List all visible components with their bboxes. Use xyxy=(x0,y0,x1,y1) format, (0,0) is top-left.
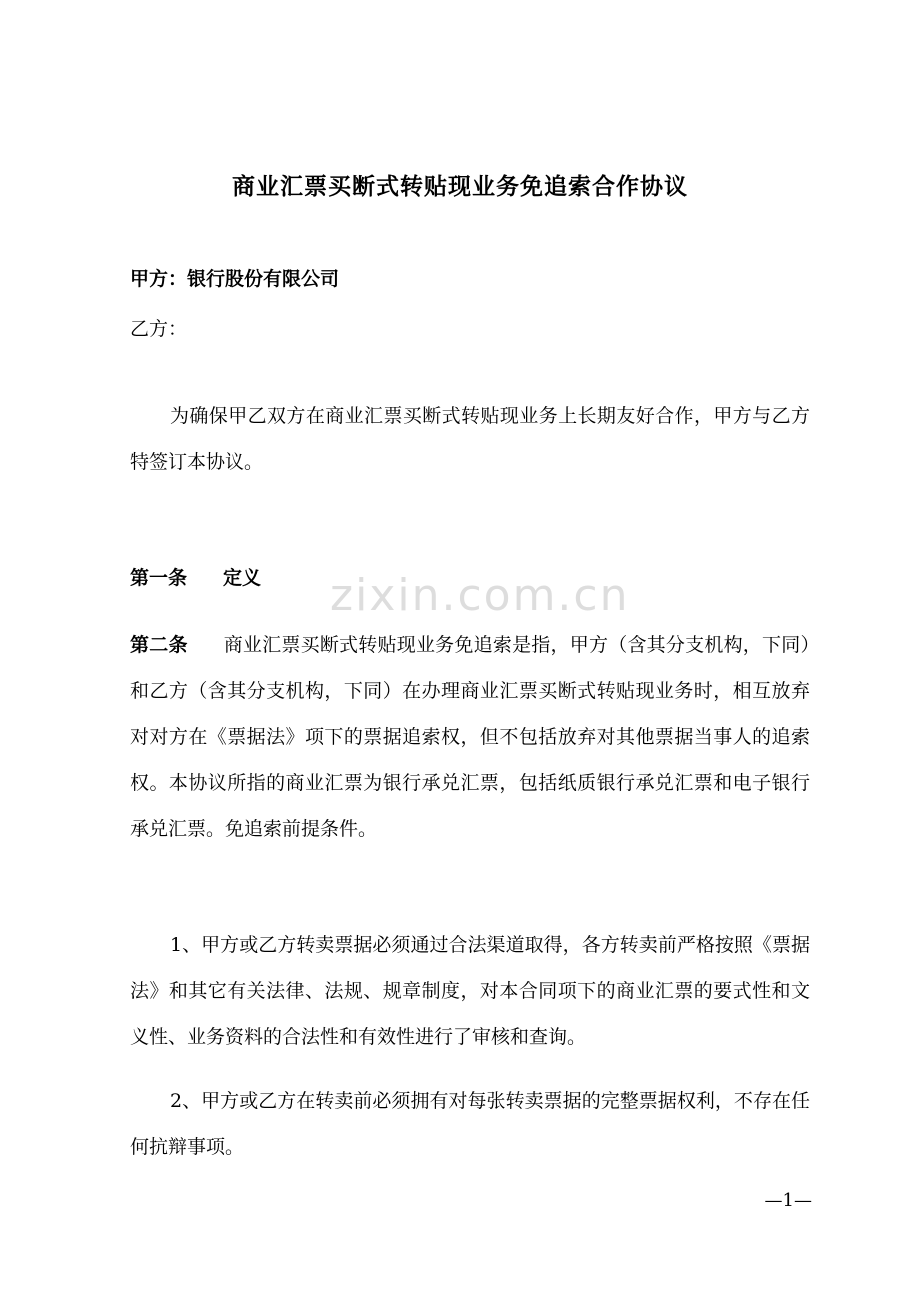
party-b: 乙方： xyxy=(130,318,188,340)
watermark: zixin.com.cn xyxy=(330,570,630,621)
document-title: 商业汇票买断式转贴现业务免追索合作协议 xyxy=(232,174,688,200)
article-2-paragraph xyxy=(130,622,810,852)
article-2-text: 商业汇票买断式转贴现业务免追索是指，甲方（含其分支机构，下同）和乙方（含其分支机构，下同）在办理商业汇票买断式转贴现业务时，相互放弃对对方在《票据法》项下的票据追索权，但不包括放弃对其他票据当事人的追索权。本协议所指的商业汇票为银行承兑汇票，包括纸质银行承兑汇票和电子银行承兑汇票。免追索前提条件。 xyxy=(130,634,810,840)
article-1-title: 定义 xyxy=(223,567,262,589)
article-2-label: 第二条 xyxy=(130,634,188,656)
article-1-label: 第一条 xyxy=(130,567,188,589)
item-2-paragraph: 2、甲方或乙方在转卖前必须拥有对每张转卖票据的完整票据权利，不存在任何抗辩事项。 xyxy=(130,1090,810,1158)
page-number: —1— xyxy=(764,1190,812,1211)
intro-paragraph: 为确保甲乙双方在商业汇票买断式转贴现业务上长期友好合作，甲方与乙方特签订本协议。 xyxy=(130,405,810,473)
item-1-paragraph: 1、甲方或乙方转卖票据必须通过合法渠道取得，各方转卖前严格按照《票据法》和其它有关法律、法规、规章制度，对本合同项下的商业汇票的要式性和文义性、业务资料的合法性和有效性进行了审核和查询。 xyxy=(130,934,810,1048)
party-a: 甲方：银行股份有限公司 xyxy=(130,268,340,290)
article-1-heading xyxy=(130,563,261,590)
